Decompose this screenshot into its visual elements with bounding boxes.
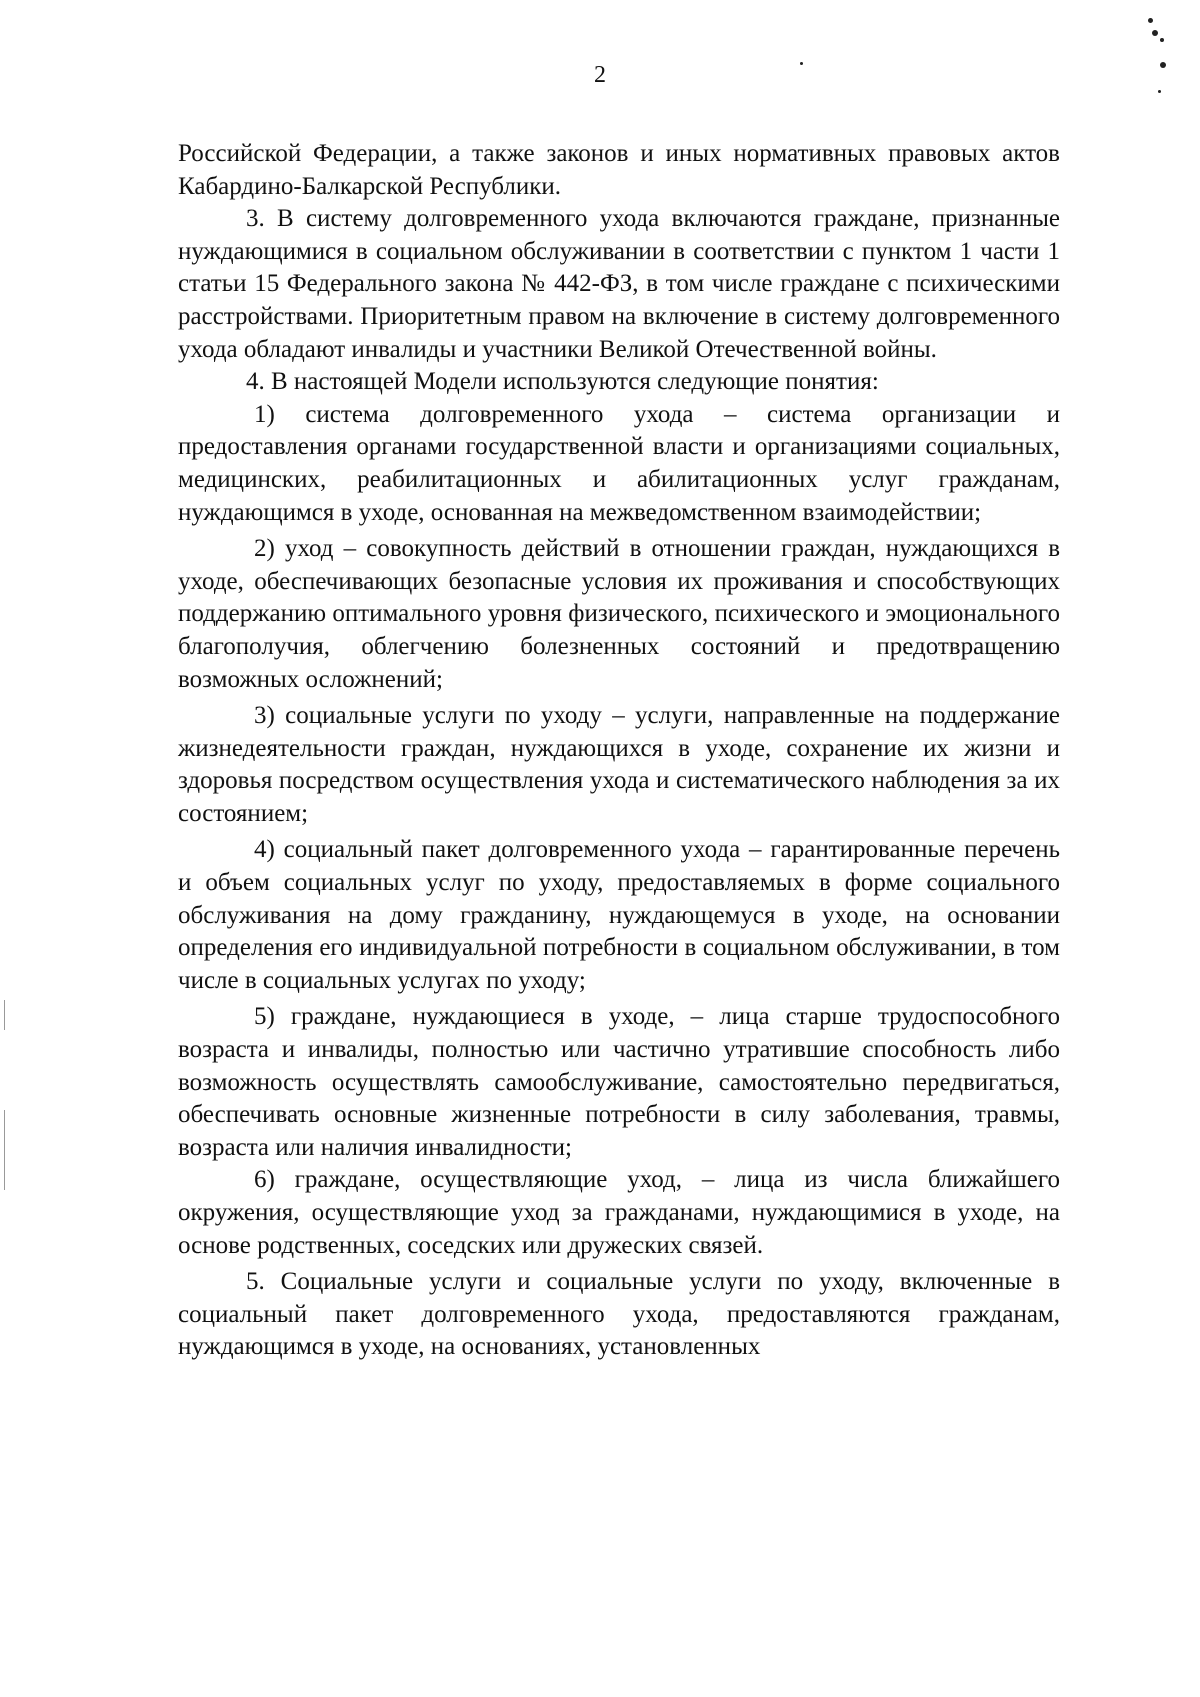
definition-item-1: 1) система долговременного ухода – система организации и предоставления органами государственной власти и организациями социальных, медицинских, реабилитационных и абилитационных услуг гражданам, нуждающимся в уходе, основанная на межведомственном взаимодействии; xyxy=(178,400,1060,526)
scan-speck xyxy=(1158,90,1161,93)
paragraph-clause-3: 3. В систему долговременного ухода включаются граждане, признанные нуждающимися в социальном обслуживании в соответствии с пунктом 1 части 1 статьи 15 Федерального закона № 442-ФЗ, в том числе граждане с психическими расстройствами. Приоритетным правом на включение в систему долговременного ухода обладают инвалиды и участники Великой Отечественной войны. xyxy=(178,205,1060,363)
definition-item-5: 5) граждане, нуждающиеся в уходе, – лица старше трудоспособного возраста и инвалиды, полностью или частично утратившие способность либо возможность осуществлять самообслуживание, самостоятельно передвигаться, обеспечивать основные жизненные потребности в силу заболевания, травмы, возраста или наличия инвалидности; xyxy=(178,1003,1060,1161)
paragraph-continuation: Российской Федерации, а также законов и иных нормативных правовых актов Кабардино-Балкарской Республики. xyxy=(178,140,1060,200)
scan-edge-line xyxy=(4,1110,5,1190)
scan-speck xyxy=(1148,18,1153,23)
document-body xyxy=(178,138,1060,1364)
definition-item-3: 3) социальные услуги по уходу – услуги, направленные на поддержание жизнедеятельности граждан, нуждающихся в уходе, сохранение их жизни и здоровья посредством осуществления ухода и систематического наблюдения за их состоянием; xyxy=(178,702,1060,827)
paragraph-clause-4: 4. В настоящей Модели используются следующие понятия: xyxy=(246,368,879,396)
scan-speck xyxy=(1160,38,1164,42)
definition-item-4: 4) социальный пакет долговременного ухода – гарантированные перечень и объем социальных услуг по уходу, предоставляемых в форме социального обслуживания на дому гражданину, нуждающемуся в уходе, на основании определения его индивидуальной потребности в социальном обслуживании, в том числе в социальных услугах по уходу; xyxy=(178,836,1060,994)
paragraph-clause-5: 5. Социальные услуги и социальные услуги по уходу, включенные в социальный пакет долговременного ухода, предоставляются гражданам, нуждающимся в уходе, на основаниях, установленных xyxy=(178,1268,1060,1361)
page-number: 2 xyxy=(594,62,606,88)
scan-speck xyxy=(1160,62,1166,68)
definition-item-2: 2) уход – совокупность действий в отношении граждан, нуждающихся в уходе, обеспечивающих безопасные условия их проживания и способствующих поддержанию оптимального уровня физического, психического и эмоционального благополучия, облегчению болезненных состояний и предотвращению возможных осложнений; xyxy=(178,535,1060,693)
scan-edge-line xyxy=(4,1000,5,1030)
definition-item-6: 6) граждане, осуществляющие уход, – лица из числа ближайшего окружения, осуществляющие уход за гражданами, нуждающимися в уходе, на основе родственных, соседских или дружеских связей. xyxy=(178,1166,1060,1259)
scan-speck xyxy=(800,62,803,65)
scan-speck xyxy=(1152,30,1158,36)
